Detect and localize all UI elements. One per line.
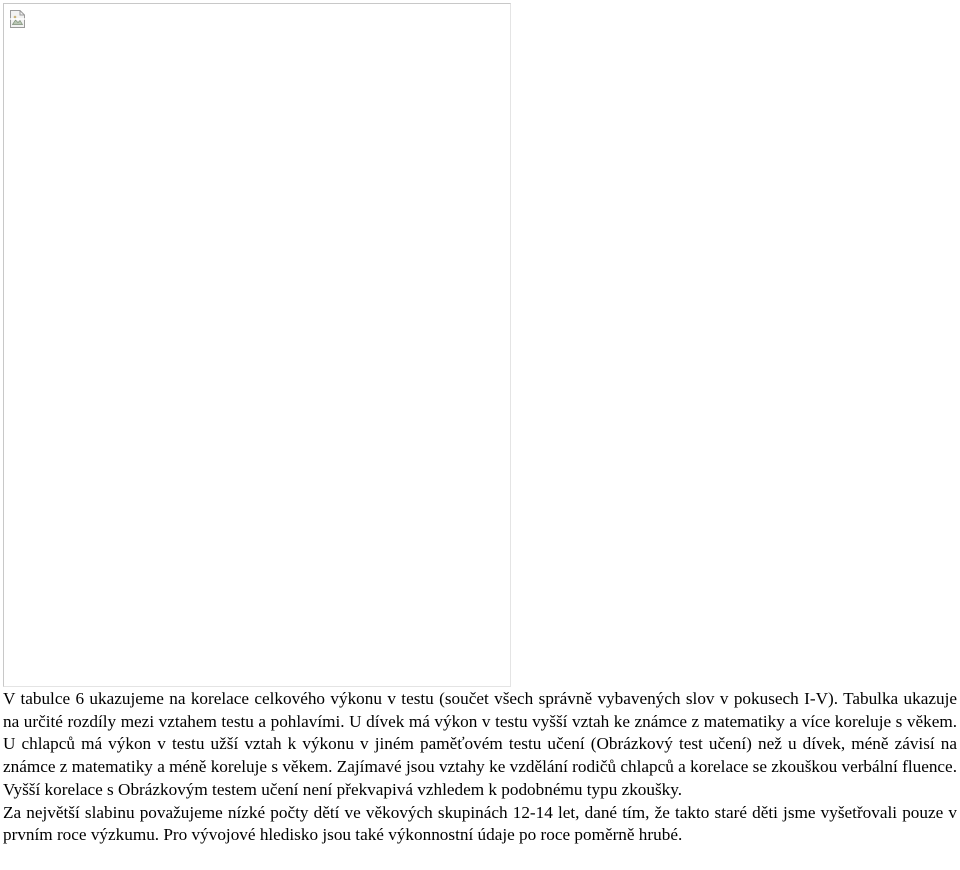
broken-image-icon [9,9,27,29]
paragraph-1: V tabulce 6 ukazujeme na korelace celkového výkonu v testu (součet všech správně vybavených slov v pokusech I-V). Tabulka ukazuje na určité rozdíly mezi vztahem testu a pohlavími. U dívek má výkon v testu vyšší vztah ke známce z matematiky a více koreluje s věkem. U chlapců má výkon v testu užší vztah k výkonu v jiném paměťovém testu učení (Obrázkový test učení) než u dívek, méně závisí na známce z matematiky a méně koreluje s věkem. Zajímavé jsou vztahy ke vzdělání rodičů chlapců a korelace se zkouškou verbální fluence. Vyšší korelace s Obrázkovým testem učení není překvapivá vzhledem k podobnému typu zkoušky. [3,689,957,799]
document-text [3,688,957,847]
missing-image-frame [3,3,511,687]
paragraph-2: Za největší slabinu považujeme nízké počty dětí ve věkových skupinách 12-14 let, dané tím, že takto staré děti jsme vyšetřovali pouze v prvním roce výzkumu. Pro vývojové hledisko jsou také výkonnostní údaje po roce poměrně hrubé. [3,802,957,845]
